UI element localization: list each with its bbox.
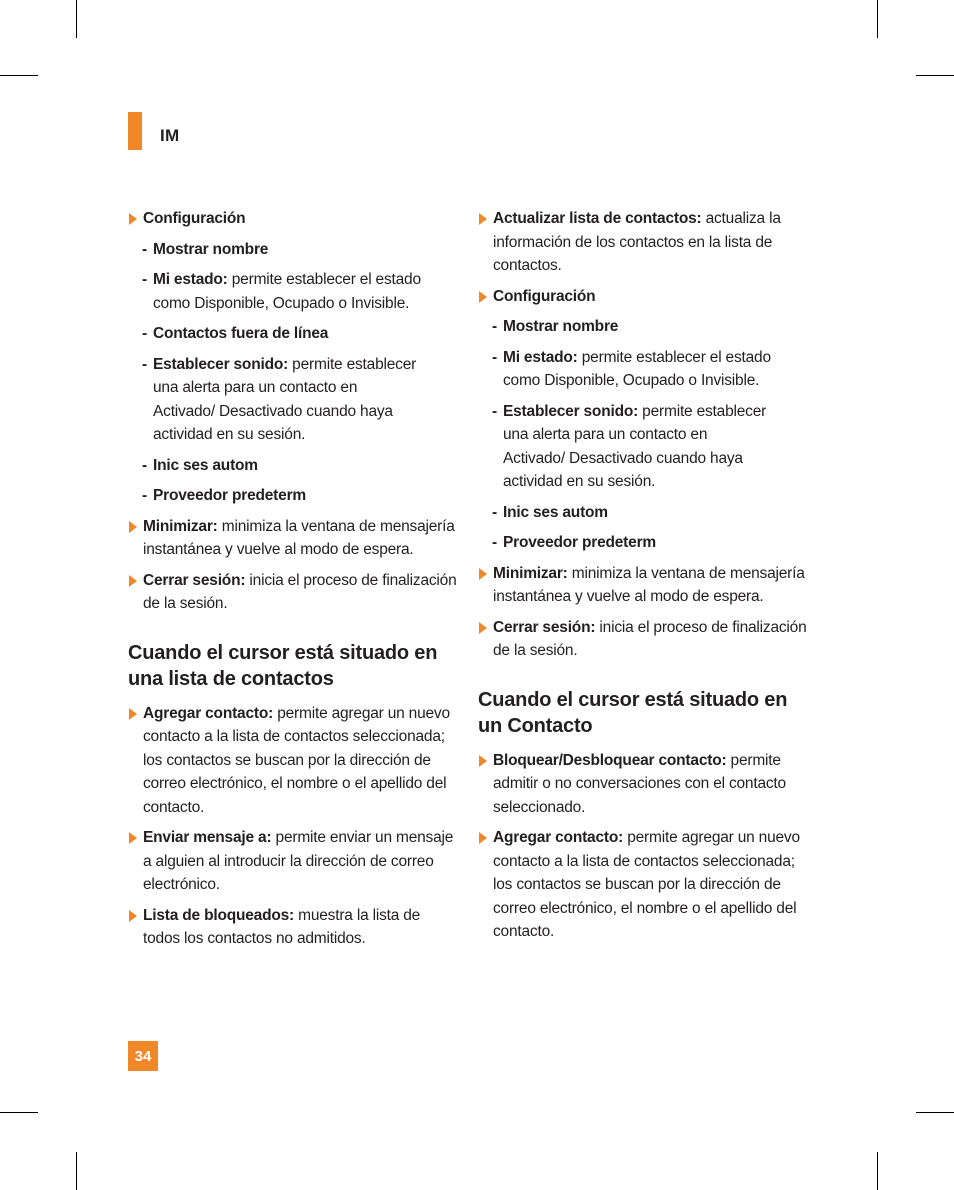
bullet-label: Agregar contacto: [493,829,624,846]
bullet-text: permite admitir o no conversaciones con el contacto seleccionado. [493,751,786,816]
bullet-text: permite agregar un nuevo contacto a la lista de contactos seleccionada; los contactos se buscan por la dirección de correo electrónico, el nombre o el apellido del contacto. [493,829,800,940]
bullet-agregar-contacto [478,826,810,944]
bullet-lista-bloqueados [128,904,460,951]
subitem-label: Establecer sonido: [503,402,639,420]
bullet-agregar-contacto [128,702,460,820]
triangle-bullet-icon [129,213,137,225]
bullet-text: actualiza la información de los contactos en la lista de contactos. [493,210,781,274]
section-accent-bar [128,112,142,150]
subitem: - Mostrar nombre [492,318,619,335]
subitem: - Mostrar nombre [142,240,269,258]
subitem: - Mi estado: permite establecer el estado como Disponible, Ocupado o Invisible. [142,271,421,312]
bullet-actualizar-lista [478,207,810,278]
bullet-text: permite enviar un mensaje a alguien al introducir la dirección de correo electrónico. [143,829,454,893]
triangle-bullet-icon [129,708,137,720]
bullet-label: Actualizar lista de contactos: [493,210,702,227]
triangle-bullet-icon [479,568,487,580]
crop-mark [76,0,77,38]
bullet-label: Cerrar sesión: [143,571,246,589]
subitem-label: Mi estado: [153,271,228,288]
triangle-bullet-icon [479,832,487,844]
crop-mark [877,1152,878,1190]
bullet-minimizar [478,562,810,609]
bullet-label: Minimizar: [493,564,568,582]
bullet-label: Minimizar: [143,517,218,535]
bullet-text: permite agregar un nuevo contacto a la lista de contactos seleccionada; los contactos se buscan por la dirección de correo electrónico, el nombre o el apellido del contacto. [143,704,450,816]
subitem-label: Establecer sonido: [153,355,289,373]
subitem: - Mi estado: permite establecer el estado como Disponible, Ocupado o Invisible. [492,348,771,389]
subitem-label: Contactos fuera de línea [153,325,329,342]
subitem: - Establecer sonido: permite establecer una alerta para un contacto en Activado/ Desactivado cuando haya actividad en su sesión. [142,355,417,443]
bullet-minimizar [128,515,460,562]
bullet-cerrar-sesion [128,569,460,616]
triangle-bullet-icon [479,755,487,767]
subitem-label: Mostrar nombre [153,240,269,258]
crop-mark [877,0,878,38]
bullet-label: Agregar contacto: [143,704,274,722]
section-title: IM [160,126,180,145]
subitem-label: Inic ses autom [153,456,258,474]
bullet-label: Configuración [143,210,246,227]
bullet-text: minimiza la ventana de mensajería instantánea y vuelve al modo de espera. [143,517,455,558]
crop-mark [76,1152,77,1190]
triangle-bullet-icon [479,291,487,303]
subitem-label: Proveedor predeterm [503,534,656,551]
subitem: - Inic ses autom [142,456,258,474]
bullet-label: Configuración [493,287,596,305]
section-heading: Cuando el cursor está situado en un Contacto [478,688,788,737]
subitem-text: permite establecer el estado como Disponible, Ocupado o Invisible. [503,348,771,389]
bullet-configuracion [478,285,810,309]
subitem-label: Mi estado: [503,348,578,366]
bullet-label: Bloquear/Desbloquear contacto: [493,751,727,769]
subitem: - Contactos fuera de línea [142,325,329,342]
bullet-bloquear-contacto [478,749,810,820]
triangle-bullet-icon [479,622,487,634]
bullet-label: Lista de bloqueados: [143,906,295,924]
triangle-bullet-icon [129,575,137,587]
triangle-bullet-icon [129,910,137,922]
subitem-label: Mostrar nombre [503,318,619,335]
subitem: - Proveedor predeterm [492,534,656,551]
triangle-bullet-icon [479,213,487,225]
subitem-label: Proveedor predeterm [153,487,306,504]
bullet-text: inicia el proceso de finalización de la sesión. [493,618,807,659]
triangle-bullet-icon [129,521,137,533]
subitem: - Proveedor predeterm [142,487,306,504]
crop-mark [916,1112,954,1113]
section-heading: Cuando el cursor está situado en una lista de contactos [128,641,438,690]
bullet-text: inicia el proceso de finalización de la sesión. [143,571,457,612]
crop-mark [0,1112,38,1113]
bullet-label: Cerrar sesión: [493,618,596,636]
subitem-text: permite establecer el estado como Disponible, Ocupado o Invisible. [153,271,421,312]
subitem-label: Inic ses autom [503,503,608,521]
subitem-text: permite establecer una alerta para un contacto en Activado/ Desactivado cuando haya actividad en su sesión. [153,355,417,443]
page-number-badge: 34 [128,1041,158,1071]
subitem: - Establecer sonido: permite establecer una alerta para un contacto en Activado/ Desactivado cuando haya actividad en su sesión. [492,402,767,490]
right-column [478,207,810,951]
subitem: - Inic ses autom [492,503,608,521]
bullet-text: muestra la lista de todos los contactos no admitidos. [143,906,421,947]
crop-mark [0,75,38,76]
bullet-cerrar-sesion [478,616,810,663]
bullet-configuracion [128,207,460,231]
bullet-label: Enviar mensaje a: [143,829,272,846]
left-column [128,207,460,958]
bullet-enviar-mensaje [128,826,460,897]
bullet-text: minimiza la ventana de mensajería instantánea y vuelve al modo de espera. [493,564,805,605]
triangle-bullet-icon [129,832,137,844]
crop-mark [916,75,954,76]
subitem-text: permite establecer una alerta para un contacto en Activado/ Desactivado cuando haya actividad en su sesión. [503,402,767,490]
